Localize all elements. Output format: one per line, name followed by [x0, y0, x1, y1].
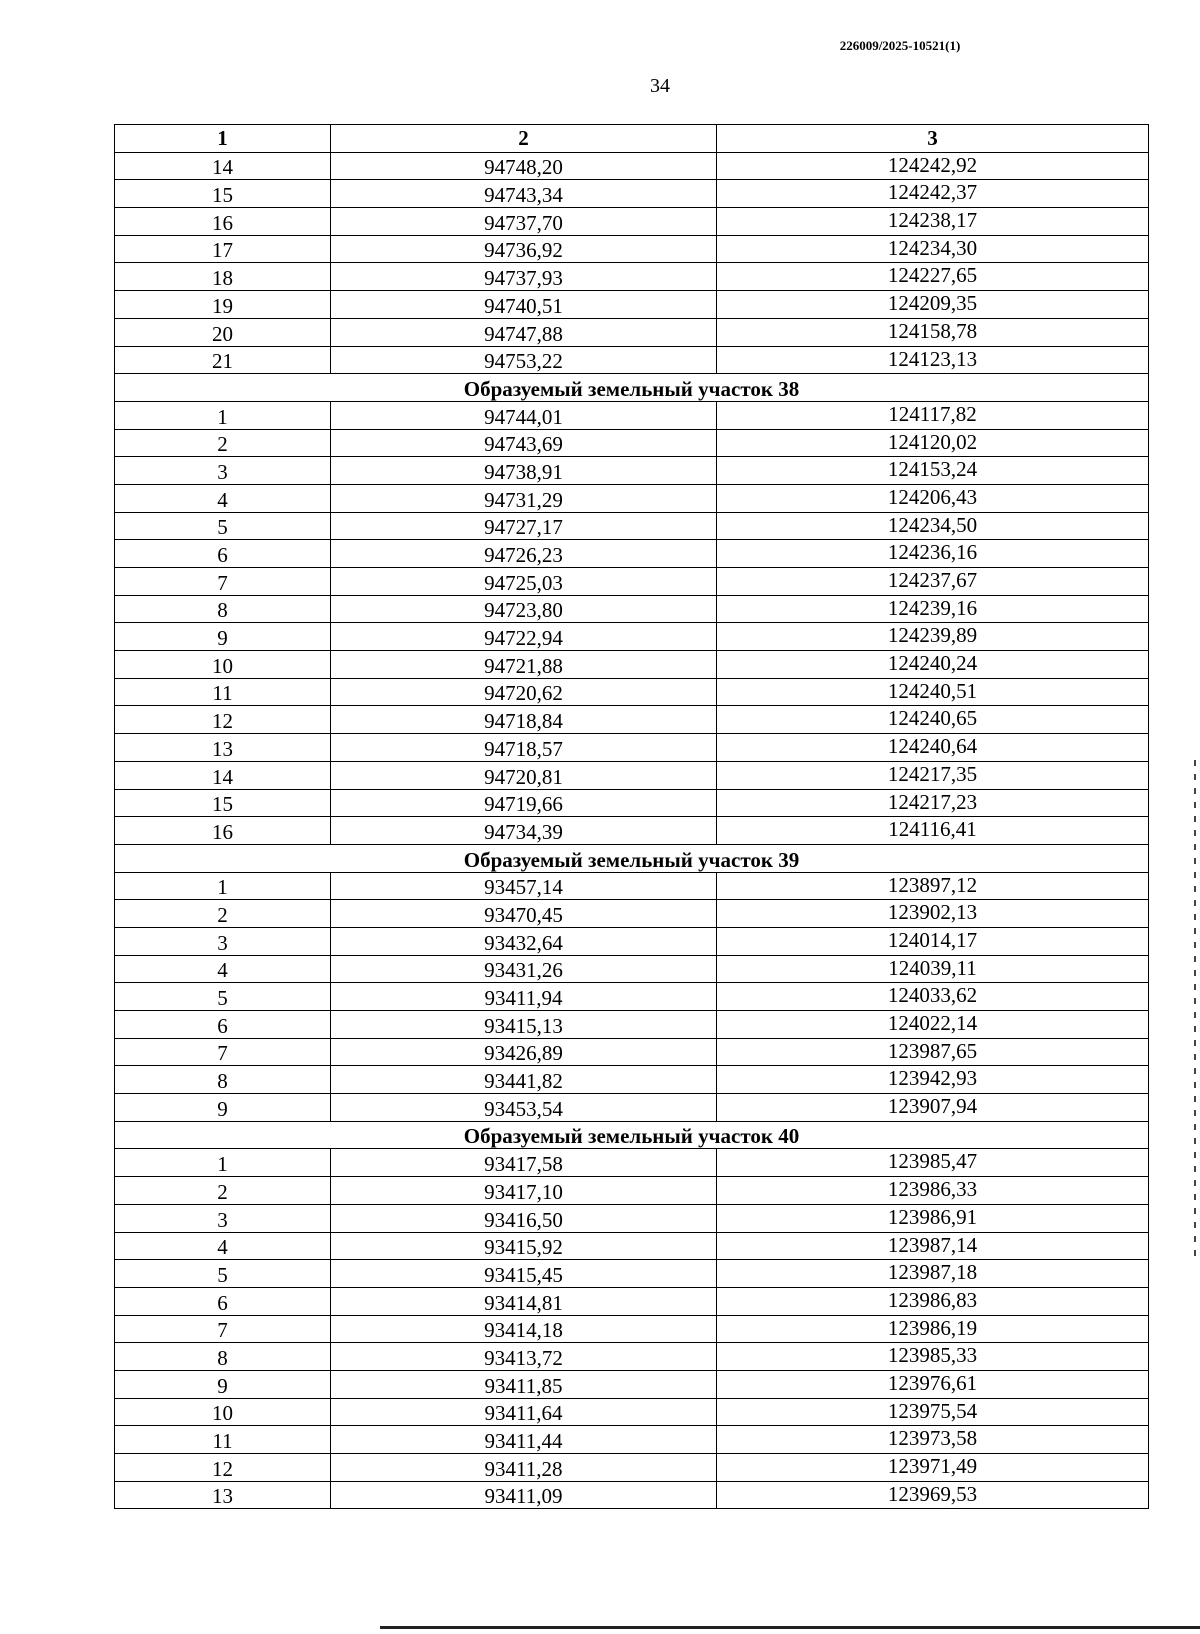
- point-number-cell: 3: [115, 927, 331, 955]
- coordinate-y-cell: 123973,58: [717, 1426, 1149, 1454]
- coordinate-y-cell: 123902,13: [717, 900, 1149, 928]
- coordinate-x-cell: 93411,44: [331, 1426, 717, 1454]
- table-header-row: [115, 125, 1149, 153]
- point-number-cell: 9: [115, 623, 331, 651]
- table-row: [115, 1315, 1149, 1343]
- point-number-cell: 3: [115, 1204, 331, 1232]
- table-row: [115, 595, 1149, 623]
- coordinate-y-cell: 124039,11: [717, 955, 1149, 983]
- point-number-cell: 2: [115, 1177, 331, 1205]
- point-number-cell: 5: [115, 512, 331, 540]
- point-number-cell: 4: [115, 484, 331, 512]
- table-row: [115, 1481, 1149, 1509]
- table-row: [115, 1204, 1149, 1232]
- margin-scan-marks: [1194, 760, 1196, 1260]
- coordinate-x-cell: 94734,39: [331, 817, 717, 845]
- coordinate-y-cell: 124240,65: [717, 706, 1149, 734]
- coordinate-x-cell: 93414,81: [331, 1287, 717, 1315]
- coordinate-y-cell: 124217,35: [717, 761, 1149, 789]
- point-number-cell: 17: [115, 235, 331, 263]
- table-row: [115, 651, 1149, 679]
- coordinate-x-cell: 94753,22: [331, 346, 717, 374]
- table-row: [115, 1370, 1149, 1398]
- coordinate-x-cell: 93432,64: [331, 927, 717, 955]
- table-row: [115, 789, 1149, 817]
- table-row: [115, 1066, 1149, 1094]
- coordinate-y-cell: 123975,54: [717, 1398, 1149, 1426]
- coordinate-y-cell: 124242,92: [717, 152, 1149, 180]
- point-number-cell: 1: [115, 401, 331, 429]
- point-number-cell: 13: [115, 734, 331, 762]
- table-row: [115, 429, 1149, 457]
- table-row: [115, 291, 1149, 319]
- coordinate-y-cell: 123987,14: [717, 1232, 1149, 1260]
- table-row: [115, 568, 1149, 596]
- table-row: [115, 1177, 1149, 1205]
- table-row: [115, 152, 1149, 180]
- coordinate-y-cell: 123986,83: [717, 1287, 1149, 1315]
- header-col-3: 3: [717, 125, 1149, 153]
- coordinate-x-cell: 93417,58: [331, 1149, 717, 1177]
- point-number-cell: 16: [115, 208, 331, 236]
- coordinate-x-cell: 93411,64: [331, 1398, 717, 1426]
- point-number-cell: 14: [115, 761, 331, 789]
- coordinate-x-cell: 94727,17: [331, 512, 717, 540]
- point-number-cell: 16: [115, 817, 331, 845]
- coordinate-x-cell: 93457,14: [331, 872, 717, 900]
- point-number-cell: 10: [115, 1398, 331, 1426]
- table-row: [115, 1398, 1149, 1426]
- coordinate-y-cell: 124227,65: [717, 263, 1149, 291]
- coordinate-x-cell: 94747,88: [331, 318, 717, 346]
- coordinate-x-cell: 94731,29: [331, 484, 717, 512]
- section-title: Образуемый земельный участок 40: [115, 1121, 1149, 1149]
- coordinate-x-cell: 94725,03: [331, 568, 717, 596]
- coordinate-y-cell: 123971,49: [717, 1454, 1149, 1482]
- coordinate-x-cell: 94721,88: [331, 651, 717, 679]
- coordinate-y-cell: 123987,18: [717, 1260, 1149, 1288]
- coordinate-y-cell: 123976,61: [717, 1370, 1149, 1398]
- coordinate-y-cell: 124238,17: [717, 208, 1149, 236]
- document-number: 226009/2025-10521(1): [839, 38, 961, 53]
- table-row: [115, 983, 1149, 1011]
- coordinate-y-cell: 124209,35: [717, 291, 1149, 319]
- coordinate-y-cell: 123942,93: [717, 1066, 1149, 1094]
- point-number-cell: 4: [115, 955, 331, 983]
- point-number-cell: 5: [115, 983, 331, 1011]
- table-row: [115, 1287, 1149, 1315]
- coordinate-y-cell: 124033,62: [717, 983, 1149, 1011]
- coordinate-y-cell: 123985,33: [717, 1343, 1149, 1371]
- coordinate-x-cell: 93416,50: [331, 1204, 717, 1232]
- point-number-cell: 12: [115, 706, 331, 734]
- coordinate-x-cell: 94737,70: [331, 208, 717, 236]
- section-title: Образуемый земельный участок 39: [115, 844, 1149, 872]
- table-row: [115, 900, 1149, 928]
- coordinate-x-cell: 94748,20: [331, 152, 717, 180]
- coordinate-y-cell: 124240,51: [717, 678, 1149, 706]
- table-row: [115, 208, 1149, 236]
- coordinate-x-cell: 93426,89: [331, 1038, 717, 1066]
- coordinate-y-cell: 124242,37: [717, 180, 1149, 208]
- coordinate-x-cell: 94737,93: [331, 263, 717, 291]
- coordinate-y-cell: 124234,30: [717, 235, 1149, 263]
- coordinate-y-cell: 123986,33: [717, 1177, 1149, 1205]
- point-number-cell: 5: [115, 1260, 331, 1288]
- table-row: [115, 817, 1149, 845]
- point-number-cell: 8: [115, 1343, 331, 1371]
- coordinate-x-cell: 93411,94: [331, 983, 717, 1011]
- point-number-cell: 20: [115, 318, 331, 346]
- table-row: [115, 1260, 1149, 1288]
- point-number-cell: 9: [115, 1370, 331, 1398]
- coordinate-y-cell: 124236,16: [717, 540, 1149, 568]
- coordinate-y-cell: 123907,94: [717, 1094, 1149, 1122]
- coordinate-x-cell: 93453,54: [331, 1094, 717, 1122]
- coordinate-y-cell: 124240,64: [717, 734, 1149, 762]
- coordinate-x-cell: 94719,66: [331, 789, 717, 817]
- table-row: [115, 706, 1149, 734]
- point-number-cell: 2: [115, 900, 331, 928]
- coordinate-y-cell: 124240,24: [717, 651, 1149, 679]
- coordinate-y-cell: 123986,91: [717, 1204, 1149, 1232]
- coordinate-x-cell: 93441,82: [331, 1066, 717, 1094]
- coordinate-x-cell: 93411,85: [331, 1370, 717, 1398]
- coordinate-x-cell: 94738,91: [331, 457, 717, 485]
- coordinate-y-cell: 123985,47: [717, 1149, 1149, 1177]
- point-number-cell: 8: [115, 1066, 331, 1094]
- section-header-row: [115, 1121, 1149, 1149]
- point-number-cell: 9: [115, 1094, 331, 1122]
- table-row: [115, 484, 1149, 512]
- coordinate-x-cell: 93411,09: [331, 1481, 717, 1509]
- coordinate-x-cell: 94736,92: [331, 235, 717, 263]
- table-row: [115, 346, 1149, 374]
- section-title: Образуемый земельный участок 38: [115, 374, 1149, 402]
- coordinate-x-cell: 93470,45: [331, 900, 717, 928]
- table-row: [115, 734, 1149, 762]
- coordinate-y-cell: 124117,82: [717, 401, 1149, 429]
- table-row: [115, 1011, 1149, 1039]
- table-row: [115, 955, 1149, 983]
- coordinate-y-cell: 124120,02: [717, 429, 1149, 457]
- coordinates-table: [114, 124, 1149, 1509]
- coordinate-x-cell: 93411,28: [331, 1454, 717, 1482]
- coordinate-x-cell: 93414,18: [331, 1315, 717, 1343]
- coordinate-y-cell: 123897,12: [717, 872, 1149, 900]
- coordinate-x-cell: 93415,13: [331, 1011, 717, 1039]
- coordinate-x-cell: 94718,84: [331, 706, 717, 734]
- coordinate-y-cell: 124014,17: [717, 927, 1149, 955]
- point-number-cell: 6: [115, 1287, 331, 1315]
- coordinate-x-cell: 93431,26: [331, 955, 717, 983]
- header-col-1: 1: [115, 125, 331, 153]
- point-number-cell: 21: [115, 346, 331, 374]
- table-row: [115, 235, 1149, 263]
- coordinate-x-cell: 94740,51: [331, 291, 717, 319]
- coordinate-y-cell: 124153,24: [717, 457, 1149, 485]
- table-row: [115, 1232, 1149, 1260]
- table-row: [115, 1454, 1149, 1482]
- point-number-cell: 15: [115, 789, 331, 817]
- table-row: [115, 761, 1149, 789]
- coordinate-y-cell: 124116,41: [717, 817, 1149, 845]
- coordinate-x-cell: 94720,62: [331, 678, 717, 706]
- point-number-cell: 11: [115, 1426, 331, 1454]
- coordinate-x-cell: 93413,72: [331, 1343, 717, 1371]
- table-row: [115, 512, 1149, 540]
- point-number-cell: 15: [115, 180, 331, 208]
- coordinate-y-cell: 124206,43: [717, 484, 1149, 512]
- point-number-cell: 14: [115, 152, 331, 180]
- point-number-cell: 13: [115, 1481, 331, 1509]
- coordinate-x-cell: 94744,01: [331, 401, 717, 429]
- point-number-cell: 2: [115, 429, 331, 457]
- coordinate-x-cell: 93417,10: [331, 1177, 717, 1205]
- coordinate-y-cell: 124234,50: [717, 512, 1149, 540]
- coordinate-y-cell: 124239,16: [717, 595, 1149, 623]
- coordinate-y-cell: 123986,19: [717, 1315, 1149, 1343]
- coordinate-y-cell: 123987,65: [717, 1038, 1149, 1066]
- point-number-cell: 19: [115, 291, 331, 319]
- table-row: [115, 1426, 1149, 1454]
- table-row: [115, 401, 1149, 429]
- point-number-cell: 11: [115, 678, 331, 706]
- table-row: [115, 318, 1149, 346]
- coordinate-x-cell: 94726,23: [331, 540, 717, 568]
- point-number-cell: 1: [115, 1149, 331, 1177]
- table-row: [115, 540, 1149, 568]
- table-body: [115, 152, 1149, 1509]
- point-number-cell: 18: [115, 263, 331, 291]
- coordinate-y-cell: 124123,13: [717, 346, 1149, 374]
- table-row: [115, 263, 1149, 291]
- point-number-cell: 8: [115, 595, 331, 623]
- table-row: [115, 927, 1149, 955]
- header-col-2: 2: [331, 125, 717, 153]
- table-row: [115, 180, 1149, 208]
- coordinate-x-cell: 94718,57: [331, 734, 717, 762]
- section-header-row: [115, 844, 1149, 872]
- table-row: [115, 1149, 1149, 1177]
- table-row: [115, 623, 1149, 651]
- bottom-scan-line: [380, 1626, 1200, 1629]
- point-number-cell: 12: [115, 1454, 331, 1482]
- point-number-cell: 1: [115, 872, 331, 900]
- point-number-cell: 6: [115, 540, 331, 568]
- coordinate-x-cell: 94743,69: [331, 429, 717, 457]
- coordinate-x-cell: 94723,80: [331, 595, 717, 623]
- table-row: [115, 1094, 1149, 1122]
- point-number-cell: 7: [115, 568, 331, 596]
- coordinate-y-cell: 124022,14: [717, 1011, 1149, 1039]
- point-number-cell: 4: [115, 1232, 331, 1260]
- coordinate-y-cell: 124217,23: [717, 789, 1149, 817]
- coordinate-x-cell: 94743,34: [331, 180, 717, 208]
- point-number-cell: 7: [115, 1315, 331, 1343]
- coordinate-x-cell: 94720,81: [331, 761, 717, 789]
- table-row: [115, 1038, 1149, 1066]
- table-row: [115, 872, 1149, 900]
- table-row: [115, 1343, 1149, 1371]
- coordinate-x-cell: 93415,45: [331, 1260, 717, 1288]
- coordinate-y-cell: 124158,78: [717, 318, 1149, 346]
- point-number-cell: 10: [115, 651, 331, 679]
- coordinate-y-cell: 123969,53: [717, 1481, 1149, 1509]
- page-number: 34: [650, 75, 670, 97]
- point-number-cell: 7: [115, 1038, 331, 1066]
- section-header-row: [115, 374, 1149, 402]
- table-row: [115, 457, 1149, 485]
- point-number-cell: 6: [115, 1011, 331, 1039]
- coordinate-x-cell: 94722,94: [331, 623, 717, 651]
- coordinate-x-cell: 93415,92: [331, 1232, 717, 1260]
- coordinate-y-cell: 124239,89: [717, 623, 1149, 651]
- table-row: [115, 678, 1149, 706]
- coordinate-y-cell: 124237,67: [717, 568, 1149, 596]
- point-number-cell: 3: [115, 457, 331, 485]
